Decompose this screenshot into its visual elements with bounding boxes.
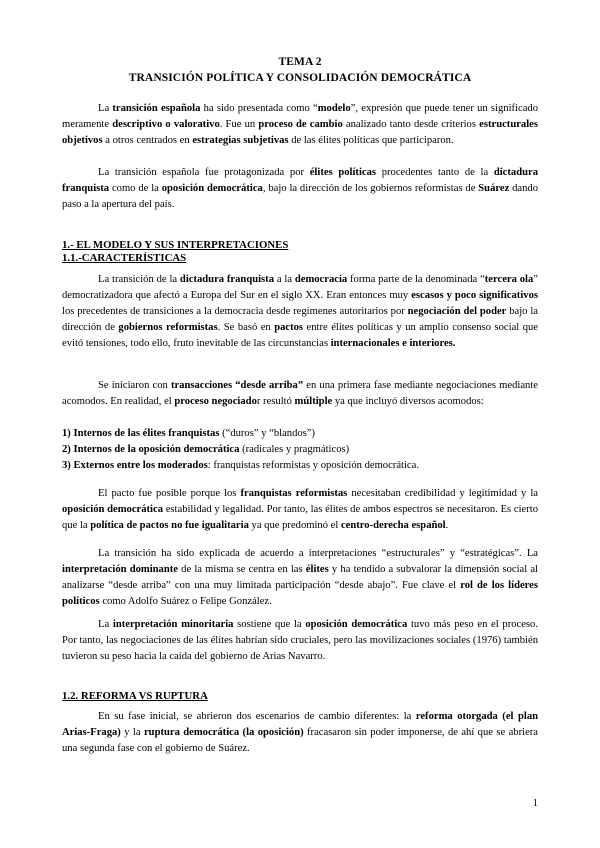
- bold-text: franquistas reformistas: [240, 488, 348, 499]
- paragraph-pacto: El pacto fue posible porque los franquistas reformistas necesitaban credibilidad y legitimidad y la oposición democrática estabilidad y legalidad. Por tanto, las élites de ambos espectros se necesitaron. Es cierto que la política de pactos no fue igualitaria ya que predominó el centro-derecha español.: [62, 488, 538, 531]
- bold-text: proceso negociado: [174, 396, 257, 407]
- paragraph-interpretacion-dominante: La transición ha sido explicada de acuerdo a interpretaciones “estructurales” y “estratégicas”. La interpretación dominante de la misma se centra en las élites y ha tendido a subvalorar la dimensión social al analizarse “desde arriba” con una muy limitada participación “desde abajo”. Fue clave el rol de los líderes políticos como Adolfo Suárez o Felipe González.: [62, 548, 539, 607]
- bold-text: ruptura democrática (la oposición): [143, 727, 304, 738]
- bold-text: transacciones “desde arriba”: [170, 380, 304, 391]
- paragraph-caracteristicas: La transición de la dictadura franquista a la democracia forma parte de la denominada “tercera ola” democratizadora que afectó a Europa del Sur en el siglo XX. Eran entonces muy escasos y poco significativos los precedentes de transiciones a la democracia desde regímenes autoritarios por negociación del poder bajo la dirección de gobiernos reformistas. Se basó en pactos entre élites políticas y un amplio consenso social que evitó tensiones, todo ello, fruto inevitable de las circunstancias internacionales e interiores.: [62, 274, 538, 349]
- paragraph-interpretacion-minoritaria: La interpretación minoritaria sostiene que la oposición democrática tuvo más peso en el proceso. Por tanto, las negociaciones de las élites habrían sido cruciales, pero las movilizaciones sociales (1976) también tuvieron su peso hacia la caída del gobierno de Arias Navarro.: [62, 619, 538, 662]
- document-tema: TEMA 2: [278, 56, 322, 68]
- bold-text: interpretación minoritaria: [112, 619, 234, 630]
- subsection-heading-1-1: 1.1.-CARACTERÍSTICAS: [62, 252, 187, 264]
- acomodos-list: [62, 426, 538, 474]
- list-item: 1) Internos de las élites franquistas (“duros” y “blandos”): [62, 428, 316, 439]
- bold-text: centro-derecha español: [340, 520, 446, 531]
- intro-paragraph-2: La transición española fue protagonizada por élites políticas procedentes tanto de la dictadura franquista como de la oposición democrática, bajo la dirección de los gobiernos reformistas de Suárez dando paso a la apertura del país.: [62, 167, 539, 210]
- bold-text: transición española: [112, 103, 201, 114]
- bold-text: élites políticas: [309, 167, 377, 178]
- list-item: 3) Externos entre los moderados: franquistas reformistas y oposición democrática.: [62, 460, 419, 471]
- bold-text: estructurales objetivos: [62, 119, 538, 146]
- bold-text: oposición democrática: [161, 183, 263, 194]
- bold-text: proceso de cambio: [258, 119, 343, 130]
- bold-text: reforma otorgada (el plan Arias-Fraga): [62, 711, 539, 738]
- bold-text: rol de los líderes políticos: [62, 580, 539, 607]
- intro-paragraph-1: La transición española ha sido presentada como “modelo”, expresión que puede tener un significado meramente descriptivo o valorativo. Fue un proceso de cambio analizado tanto desde criterios estructurales objetivos a otros centrados en estrategias subjetivas de las élites políticas que participaron.: [62, 103, 538, 146]
- bold-text: descriptivo o valorativo: [112, 119, 220, 130]
- paragraph-transacciones: Se iniciaron con transacciones “desde arriba” en una primera fase mediante negociaciones mediante acomodos. En realidad, el proceso negociador resultó múltiple ya que incluyó diversos acomodos:: [62, 380, 538, 407]
- bold-text: internacionales e interiores.: [330, 338, 456, 349]
- bold-text: gobiernos reformistas: [118, 322, 218, 333]
- bold-text: oposición democrática: [62, 504, 163, 515]
- subsection-heading-1-2: 1.2. REFORMA VS RUPTURA: [62, 690, 208, 702]
- bold-text: modelo: [317, 103, 351, 114]
- bold-text: Suárez: [478, 183, 510, 194]
- bold-text: tercera ola: [484, 274, 534, 285]
- bold-text: oposición democrática: [305, 619, 408, 630]
- bold-text: pactos: [274, 322, 304, 333]
- bold-text: estrategias subjetivas: [192, 135, 289, 146]
- bold-text: negociación del poder: [407, 306, 507, 317]
- bold-text: 3) Externos entre los moderados: [62, 460, 208, 471]
- bold-text: élites: [305, 564, 329, 575]
- bold-text: dictadura franquista: [62, 167, 538, 194]
- bold-text: escasos y poco significativos: [411, 290, 538, 301]
- bold-text: 2) Internos de la oposición democrática: [62, 444, 240, 455]
- bold-text: múltiple: [294, 396, 333, 407]
- bold-text: dictadura franquista: [179, 274, 274, 285]
- list-item: 2) Internos de la oposición democrática (radicales y pragmáticos): [62, 444, 350, 455]
- bold-text: 1) Internos de las élites franquistas: [62, 428, 220, 439]
- bold-text: interpretación dominante: [62, 564, 178, 575]
- bold-text: política de pactos no fue igualitaria: [90, 520, 249, 531]
- section-heading-1: 1.- EL MODELO Y SUS INTERPRETACIONES: [62, 239, 289, 251]
- bold-text: democracia: [294, 274, 348, 285]
- paragraph-reforma-ruptura: En su fase inicial, se abrieron dos escenarios de cambio diferentes: la reforma otorgada (el plan Arias-Fraga) y la ruptura democrática (la oposición) fracasaron sin poder imponerse, de ahí que se abriera una segunda fase con el gobierno de Suárez.: [62, 711, 539, 754]
- page-number: 1: [532, 798, 538, 809]
- document-title: TRANSICIÓN POLÍTICA Y CONSOLIDACIÓN DEMOCRÁTICA: [128, 72, 472, 84]
